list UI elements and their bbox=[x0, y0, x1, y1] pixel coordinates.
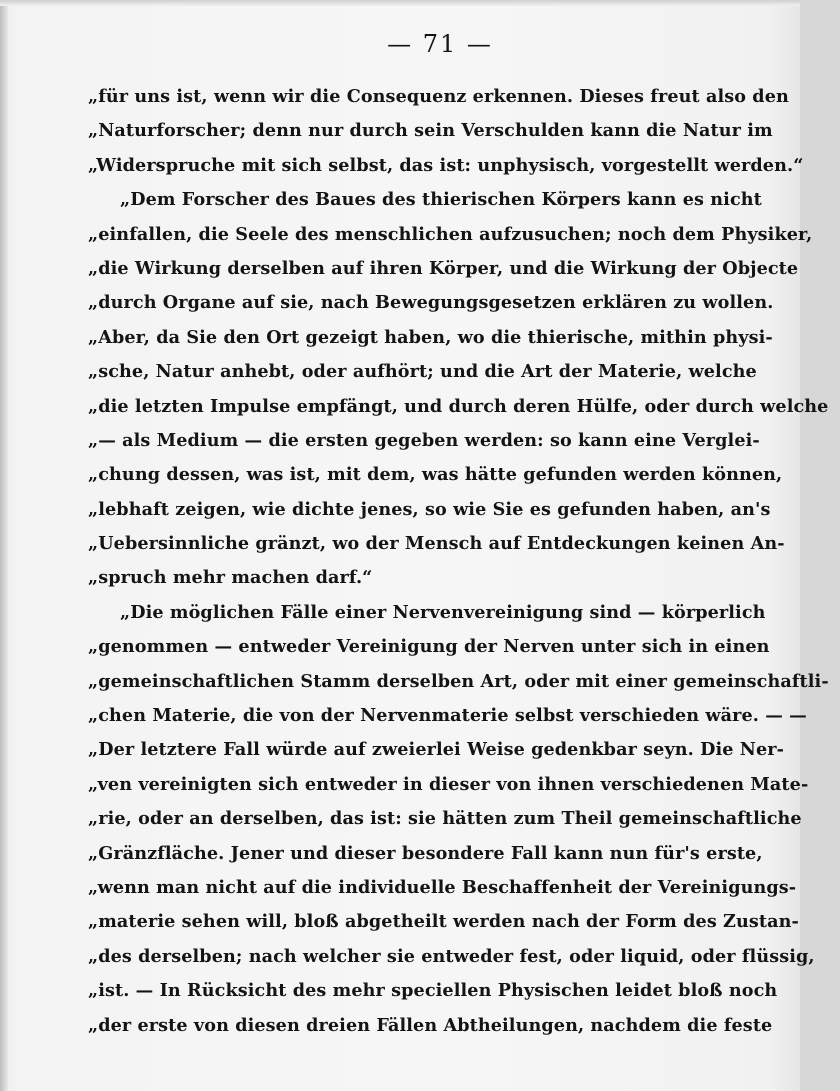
text-line: „die Wirkung derselben auf ihren Körper, und die Wirkung der Objecte bbox=[88, 257, 799, 279]
page-left-edge bbox=[0, 0, 8, 1091]
text-line: „rie, oder an derselben, das ist: sie hätten zum Theil gemeinschaftliche bbox=[88, 808, 802, 830]
text-line: „Widerspruche mit sich selbst, das ist: unphysisch, vorgestellt werden.“ bbox=[88, 154, 804, 176]
text-line: „des derselben; nach welcher sie entweder fest, oder liquid, oder flüssig, bbox=[88, 945, 815, 967]
text-line: „Die möglichen Fälle einer Nervenvereinigung sind — körperlich bbox=[120, 601, 766, 623]
text-line: „genommen — entweder Vereinigung der Nerven unter sich in einen bbox=[88, 636, 770, 658]
text-line: „Dem Forscher des Baues des thierischen Körpers kann es nicht bbox=[120, 189, 762, 211]
text-line: „Aber, da Sie den Ort gezeigt haben, wo die thierische, mithin physi- bbox=[88, 326, 773, 348]
text-line: „Gränzfläche. Jener und dieser besondere Fall kann nun für's erste, bbox=[88, 842, 763, 864]
page-top-edge bbox=[0, 0, 800, 6]
page-number: — 71 — bbox=[387, 30, 493, 58]
text-line: „für uns ist, wenn wir die Consequenz erkennen. Dieses freut also den bbox=[88, 86, 789, 107]
text-line: „materie sehen will, bloß abgetheilt werden nach der Form des Zustan- bbox=[88, 911, 799, 933]
text-line: „gemeinschaftlichen Stamm derselben Art, oder mit einer gemeinschaftli- bbox=[88, 670, 829, 692]
text-line: „Uebersinnliche gränzt, wo der Mensch auf Entdeckungen keinen An- bbox=[88, 533, 785, 555]
text-line: „Naturforscher; denn nur durch sein Verschulden kann die Natur im bbox=[88, 120, 773, 142]
text-line: „der erste von diesen dreien Fällen Abtheilungen, nachdem die feste bbox=[88, 1014, 773, 1036]
text-line: „durch Organe auf sie, nach Bewegungsgesetzen erklären zu wollen. bbox=[88, 292, 774, 314]
text-line: „die letzten Impulse empfängt, und durch deren Hülfe, oder durch welche bbox=[88, 395, 829, 417]
text-line: „einfallen, die Seele des menschlichen aufzusuchen; noch dem Physiker, bbox=[88, 223, 813, 245]
text-line: „— als Medium — die ersten gegeben werden: so kann eine Verglei- bbox=[88, 429, 760, 451]
text-line: „chen Materie, die von der Nervenmaterie selbst verschieden wäre. — — bbox=[88, 705, 807, 727]
text-line: „wenn man nicht auf die individuelle Beschaffenheit der Vereinigungs- bbox=[88, 876, 797, 898]
text-line: „ist. — In Rücksicht des mehr speciellen Physischen leidet bloß noch bbox=[88, 980, 778, 1002]
text-line: „ven vereinigten sich entweder in dieser von ihnen verschiedenen Mate- bbox=[88, 773, 809, 795]
text-line: „chung dessen, was ist, mit dem, was hätte gefunden werden können, bbox=[88, 464, 783, 486]
text-line: „spruch mehr machen darf.“ bbox=[88, 567, 373, 589]
text-line: „Der letztere Fall würde auf zweierlei Weise gedenkbar seyn. Die Ner- bbox=[88, 739, 785, 761]
text-line: „lebhaft zeigen, wie dichte jenes, so wie Sie es gefunden haben, an's bbox=[88, 498, 771, 520]
text-line: „sche, Natur anhebt, oder aufhört; und die Art der Materie, welche bbox=[88, 361, 757, 383]
body-text bbox=[88, 80, 829, 1043]
